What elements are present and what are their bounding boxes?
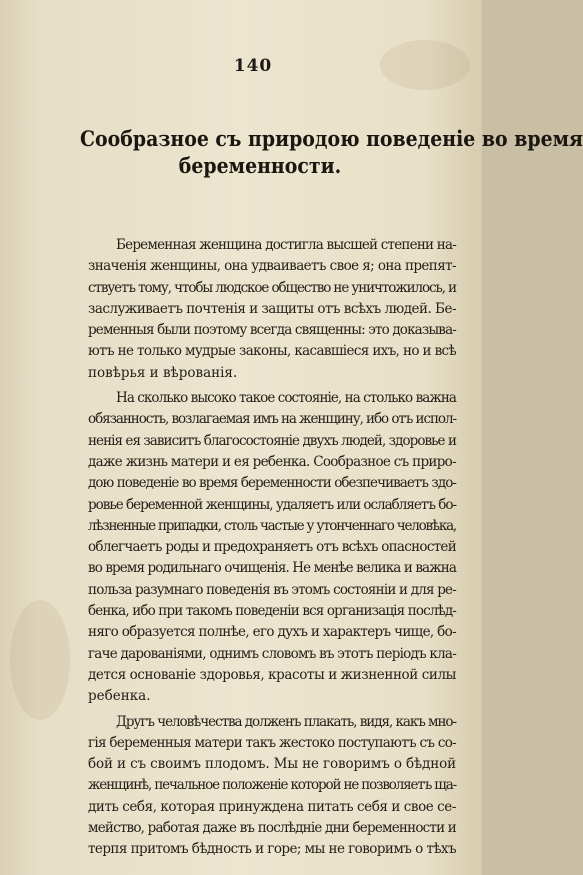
text-line: гія беременныя матери такъ жестоко поступаютъ съ со-	[88, 734, 456, 751]
text-line: обязанность, возлагаемая имъ на женщину, ибо отъ испол-	[88, 411, 456, 428]
text-line: дою поведеніе во время беременности обезпечиваетъ здо-	[88, 475, 456, 492]
text-line: женщинѣ, печальное положеніе которой не позволяетъ ща-	[88, 777, 456, 794]
paragraph	[88, 235, 456, 384]
text-line: мейство, работая даже въ послѣдніе дни беременности и	[88, 820, 456, 837]
text-line: Беременная женщина достигла высшей степени на-	[116, 237, 456, 253]
text-line: ютъ не только мудрые законы, касавшіеся ихъ, но и всѣ	[88, 343, 456, 360]
text-line: заслуживаетъ почтенія и защиты отъ всѣхъ людей. Бе-	[88, 300, 456, 317]
text-line: повѣрья и вѣрованія.	[88, 364, 238, 381]
text-line: На сколько высоко такое состояніе, на столько важна	[116, 390, 456, 407]
text-line: Другъ человѣчества долженъ плакать, видя, какъ мно-	[116, 713, 456, 730]
text-line: няго образуется полнѣе, его духъ и характеръ чище, бо-	[88, 624, 456, 641]
paragraph	[88, 388, 456, 707]
text-line: бой и съ своимъ плодомъ. Мы не говоримъ о бѣдной	[88, 756, 456, 773]
body-text	[88, 235, 456, 865]
text-line: бенка, ибо при такомъ поведеніи вся организація послѣд-	[88, 603, 456, 620]
paper-stain	[10, 600, 70, 720]
text-line: ствуетъ тому, чтобы людское общество не уничтожилось, и	[88, 279, 456, 296]
section-title-line: беременности.	[178, 153, 342, 178]
page-number: 140	[233, 56, 273, 76]
text-line: лѣзненные припадки, столь частые у утонченнаго человѣка,	[88, 517, 456, 534]
text-line: терпя притомъ бѣдность и горе; мы не говоримъ о тѣхъ	[88, 841, 456, 858]
text-line: дется основаніе здоровья, красоты и жизненной силы	[88, 666, 456, 683]
section-title	[80, 125, 583, 179]
text-line: ременныя были поэтому всегда священны: это доказыва-	[88, 322, 456, 339]
text-line: значенія женщины, она удваиваетъ свое я; она препят-	[88, 258, 456, 275]
text-line: даже жизнь матери и ея ребенка. Сообразное съ приро-	[88, 453, 456, 470]
text-line: ребенка.	[88, 688, 151, 705]
text-line: дить себя, которая принуждена питать себя и свое се-	[88, 798, 456, 815]
section-title-line: Сообразное съ природою поведеніе во время	[80, 126, 583, 151]
text-line: польза разумнаго поведенія въ этомъ состояніи и для ре-	[88, 581, 456, 598]
text-line: облегчаетъ роды и предохраняетъ отъ всѣхъ опасностей	[88, 539, 456, 556]
paragraph	[88, 712, 456, 861]
text-line: ровье беременной женщины, удаляетъ или ослабляетъ бо-	[88, 496, 456, 513]
text-line: гаче дарованіями, однимъ словомъ въ этотъ періодъ кла-	[88, 645, 456, 662]
text-line: во время родильнаго очищенія. Не менѣе велика и важна	[88, 560, 456, 577]
text-line: ненія ея зависитъ благосостояніе двухъ людей, здоровье и	[88, 432, 456, 449]
